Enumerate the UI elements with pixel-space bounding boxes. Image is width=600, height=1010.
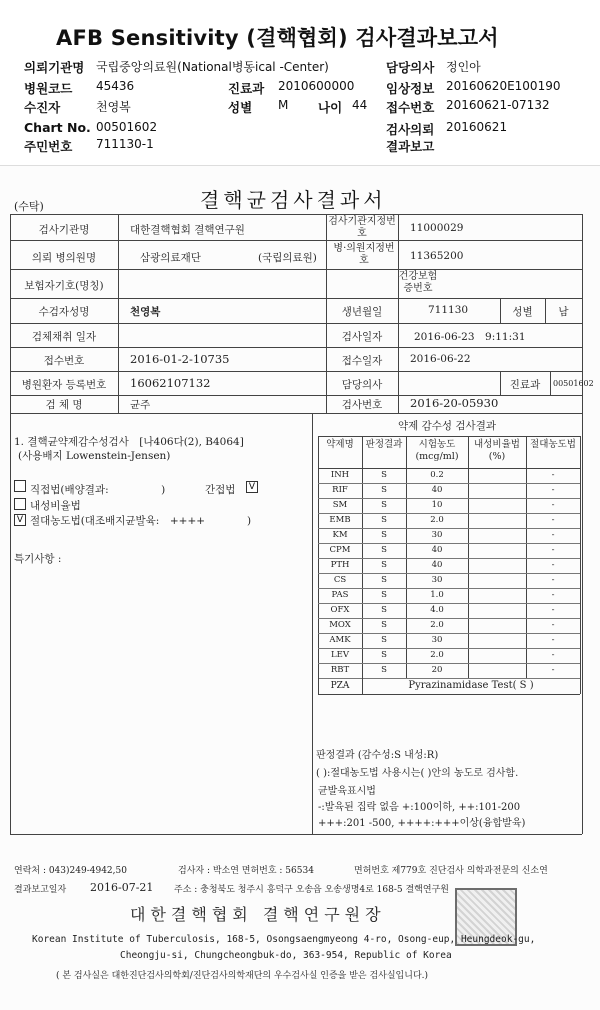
value-receipt-no: 20160621-07132 (446, 98, 550, 112)
label-test-date: 검사일자 (341, 331, 383, 343)
footer-report-date-label: 결과보고일자 (14, 885, 67, 895)
label-registration: 병원환자 등록번호 (21, 379, 107, 391)
legend-concentration: ( ):절대농도법 사용시는( )안의 농도로 검사함. (316, 768, 519, 779)
table-cell: S (381, 620, 387, 630)
table-cell: - (551, 485, 555, 495)
table-cell: - (551, 575, 555, 585)
table-cell: 40 (431, 560, 443, 570)
value-chart-no: 00501602 (96, 120, 158, 134)
value-org-id: 11000029 (410, 222, 464, 234)
table-cell: 2.0 (430, 650, 444, 660)
label-form-sex: 성별 (512, 306, 533, 318)
value-org: 대한결핵협회 결핵연구원 (130, 224, 245, 236)
footer-english-2: Cheongju-si, Chungcheongbuk-do, 363-954, Republic of Korea (120, 950, 452, 961)
value-receipt: 2016-01-2-10735 (130, 352, 230, 366)
value-sex: M (278, 98, 289, 112)
label-specimen: 검 체 명 (45, 399, 83, 411)
page-title: AFB Sensitivity (결핵협회) 검사결과보고서 (56, 26, 499, 50)
table-line (318, 468, 580, 469)
table-cell: INH (330, 470, 350, 480)
table-cell: - (551, 515, 555, 525)
legend-growth-1: -:발육된 집락 없음 +:100이하, ++:101-200 (318, 802, 521, 813)
table-line (318, 528, 580, 529)
label-org-id: 검사기관지정번호 (328, 216, 396, 239)
table-cell: - (551, 620, 555, 630)
value-form-dept: 00501602 (553, 379, 594, 388)
table-header: 시험농도(mcg/ml) (415, 439, 459, 462)
footer-organization: 대한결핵협회 결핵연구원장 (130, 905, 386, 924)
value-specimen: 균주 (130, 399, 151, 411)
table-cell: - (551, 530, 555, 540)
table-line (318, 648, 580, 649)
table-cell: MOX (329, 620, 351, 630)
table-cell: CS (333, 575, 347, 585)
table-cell: 2.0 (430, 620, 444, 630)
table-cell: KM (332, 530, 348, 540)
table-cell: 0.2 (430, 470, 444, 480)
value-dept: 2010600000 (278, 79, 355, 93)
table-line (318, 633, 580, 634)
value-registration: 16062107132 (130, 376, 211, 390)
ratio-method-label: 내성비율법 (30, 500, 81, 512)
table-cell: S (381, 605, 387, 615)
requester-note: (국립의료원) (258, 252, 317, 264)
grid-line (398, 214, 399, 413)
label-request-date: 검사의뢰 (386, 122, 435, 137)
table-cell: S (381, 530, 387, 540)
legend-growth-2: +++:201 -500, ++++:+++이상(융합발육) (318, 818, 526, 829)
table-line (318, 603, 580, 604)
grid-line (10, 347, 582, 348)
label-clinical-info: 임상정보 (386, 81, 435, 96)
table-line (318, 543, 580, 544)
footer-contact: 연락처 : 043)249-4942,50 (14, 866, 127, 876)
label-resident-no: 주민번호 (24, 139, 73, 154)
label-requester: 의뢰 병의원명 (31, 252, 97, 264)
footer-english-1: Korean Institute of Tuberculosis, 168-5, Osongsaengmyeong 4-ro, Osong-eup, Heungdeok-gu, (32, 934, 536, 945)
value-requester-id: 11365200 (410, 250, 464, 262)
label-chart-no: Chart No. (24, 120, 91, 135)
label-sex: 성별 (228, 100, 253, 115)
table-cell: S (381, 485, 387, 495)
legend-growth-title: 균발육표시법 (318, 786, 376, 797)
grid-line (10, 323, 582, 324)
table-header: 약제명 (326, 439, 354, 450)
label-insurer: 보험자기호(명칭) (24, 280, 104, 292)
label-test-no: 검사번호 (341, 399, 383, 411)
value-hospital-code: 45436 (96, 79, 135, 93)
table-cell: - (551, 590, 555, 600)
value-clinical-info: 20160620E100190 (446, 79, 561, 93)
value-age: 44 (352, 98, 368, 112)
grid-line (118, 214, 119, 413)
table-cell: OFX (330, 605, 350, 615)
grid-line (550, 371, 551, 395)
value-test-no: 2016-20-05930 (410, 396, 499, 410)
table-cell: - (551, 635, 555, 645)
label-collect-date: 검체채취 일자 (31, 331, 97, 343)
table-cell: - (551, 605, 555, 615)
table-line (318, 483, 580, 484)
table-line (580, 436, 581, 678)
label-age: 나이 (318, 100, 343, 115)
table-header: 절대농도법 (530, 439, 576, 450)
susceptibility-table (318, 436, 580, 698)
label-report: 결과보고 (386, 139, 435, 154)
indirect-method-checkbox: V (246, 481, 258, 493)
footer-address: 주소 : 충청북도 청주시 흥덕구 오송읍 오송생명4로 168-5 결핵연구원 (174, 885, 449, 895)
label-form-dept: 진료과 (509, 379, 541, 391)
label-attending: 담당의사 (341, 379, 383, 391)
absolute-method-checkbox: V (14, 514, 26, 526)
label-examinee: 수검자성명 (38, 306, 90, 318)
table-cell: - (551, 665, 555, 675)
table-cell: 4.0 (430, 605, 444, 615)
ratio-method-checkbox (14, 498, 26, 510)
table-line (318, 436, 580, 437)
table-line (318, 588, 580, 589)
value-patient: 천영복 (96, 100, 131, 114)
table-line (468, 436, 469, 678)
table-cell: PTH (330, 560, 350, 570)
value-request-date: 20160621 (446, 120, 508, 134)
table-cell: 30 (431, 575, 443, 585)
table-cell: S (381, 665, 387, 675)
grid-line (582, 214, 583, 834)
value-resident-no: 711130-1 (96, 137, 154, 151)
label-birth: 생년월일 (341, 306, 383, 318)
table-header: 내성비율법(%) (474, 439, 520, 462)
table-cell: - (551, 560, 555, 570)
table-cell: 10 (431, 500, 443, 510)
label-patient: 수진자 (24, 100, 61, 115)
label-receipt: 접수번호 (43, 355, 85, 367)
table-cell: RBT (330, 665, 350, 675)
table-line (318, 678, 580, 679)
direct-method-label: 직접법(배양결과: ) (30, 484, 166, 496)
table-cell: S (381, 575, 387, 585)
table-cell: - (551, 500, 555, 510)
table-cell: PAS (331, 590, 349, 600)
value-birth: 711130 (428, 304, 469, 316)
table-cell: 40 (431, 545, 443, 555)
form-title: 결핵균검사결과서 (200, 188, 387, 212)
pza-value: Pyrazinamidase Test( S ) (408, 680, 534, 691)
value-examinee: 천영복 (130, 306, 161, 318)
grid-line (10, 834, 582, 835)
table-line (318, 618, 580, 619)
table-line (318, 498, 580, 499)
table-cell: 30 (431, 530, 443, 540)
remarks-label: 특기사항 : (14, 553, 62, 565)
table-line (580, 678, 581, 694)
absolute-method-label: 절대농도법(대조배지균발육: ++++ ) (30, 515, 252, 527)
table-cell: 30 (431, 635, 443, 645)
indirect-method-label: 간접법 (205, 484, 236, 496)
table-cell: LEV (331, 650, 349, 660)
label-receipt-date: 접수일자 (341, 355, 383, 367)
grid-line (10, 298, 582, 299)
footer-report-date: 2016-07-21 (90, 881, 154, 894)
table-header: 판정결과 (365, 439, 403, 450)
value-doctor: 정인아 (446, 60, 481, 74)
table-cell: S (381, 590, 387, 600)
label-org: 검사기관명 (38, 224, 90, 236)
table-line (318, 513, 580, 514)
grid-line (10, 269, 582, 270)
value-test-date: 2016-06-23 9:11:31 (414, 331, 526, 343)
table-cell: S (381, 560, 387, 570)
grid-line (10, 371, 582, 372)
label-insurance-no: 건강보험증번호 (398, 271, 438, 294)
table-cell: S (381, 650, 387, 660)
table-line (318, 573, 580, 574)
label-requester-id: 병·의원지정번호 (333, 243, 395, 266)
grid-line (10, 413, 582, 414)
table-cell: S (381, 470, 387, 480)
susceptibility-title: 약제 감수성 검사결과 (398, 420, 496, 432)
report-header (0, 0, 600, 165)
table-cell: EMB (329, 515, 351, 525)
footer-license: 면허번호 제779호 진단검사 의학과전문의 신소연 (354, 866, 548, 876)
table-line (318, 558, 580, 559)
grid-line (10, 240, 582, 241)
grid-line (10, 214, 582, 215)
table-cell: S (381, 500, 387, 510)
direct-method-checkbox (14, 480, 26, 492)
label-institution: 의뢰기관명 (24, 60, 85, 75)
footer-examiner: 검사자 : 박소연 면허번호 : 56534 (178, 866, 314, 876)
label-dept: 진료과 (228, 81, 265, 96)
value-institution: 국립중앙의료원(National병동ical -Center) (96, 60, 329, 74)
table-cell: S (381, 515, 387, 525)
table-cell: - (551, 545, 555, 555)
table-cell: SM (332, 500, 348, 510)
table-cell: 40 (431, 485, 443, 495)
medium-line: (사용배지 Lowenstein-Jensen) (18, 450, 171, 462)
label-receipt-no: 접수번호 (386, 100, 435, 115)
value-receipt-date: 2016-06-22 (410, 353, 471, 365)
table-cell: AMK (329, 635, 351, 645)
scanned-result-form (0, 165, 600, 1010)
table-cell: 2.0 (430, 515, 444, 525)
table-cell: S (381, 545, 387, 555)
legend-judgment: 판정결과 (감수성:S 내성:R) (316, 750, 439, 761)
form-tag: (수탁) (14, 200, 44, 213)
table-cell: S (381, 635, 387, 645)
table-line (318, 694, 580, 695)
value-form-sex: 남 (558, 306, 569, 318)
pza-label: PZA (330, 681, 350, 691)
table-cell: CPM (329, 545, 351, 555)
value-requester: 삼광의료재단 (140, 252, 201, 264)
footer-certification: ( 본 검사실은 대한진단검사의학회/진단검사의학재단의 우수검사실 인증을 받은 검사실입니다.) (56, 971, 429, 981)
table-line (318, 663, 580, 664)
grid-line (312, 413, 313, 834)
table-cell: RIF (332, 485, 348, 495)
table-cell: 1.0 (430, 590, 444, 600)
label-doctor: 담당의사 (386, 60, 435, 75)
table-cell: - (551, 650, 555, 660)
label-hospital-code: 병원코드 (24, 81, 73, 96)
table-cell: - (551, 470, 555, 480)
table-cell: 20 (431, 665, 443, 675)
test-method-line: 1. 결핵균약제감수성검사 [나406다(2), B4064] (14, 436, 244, 448)
